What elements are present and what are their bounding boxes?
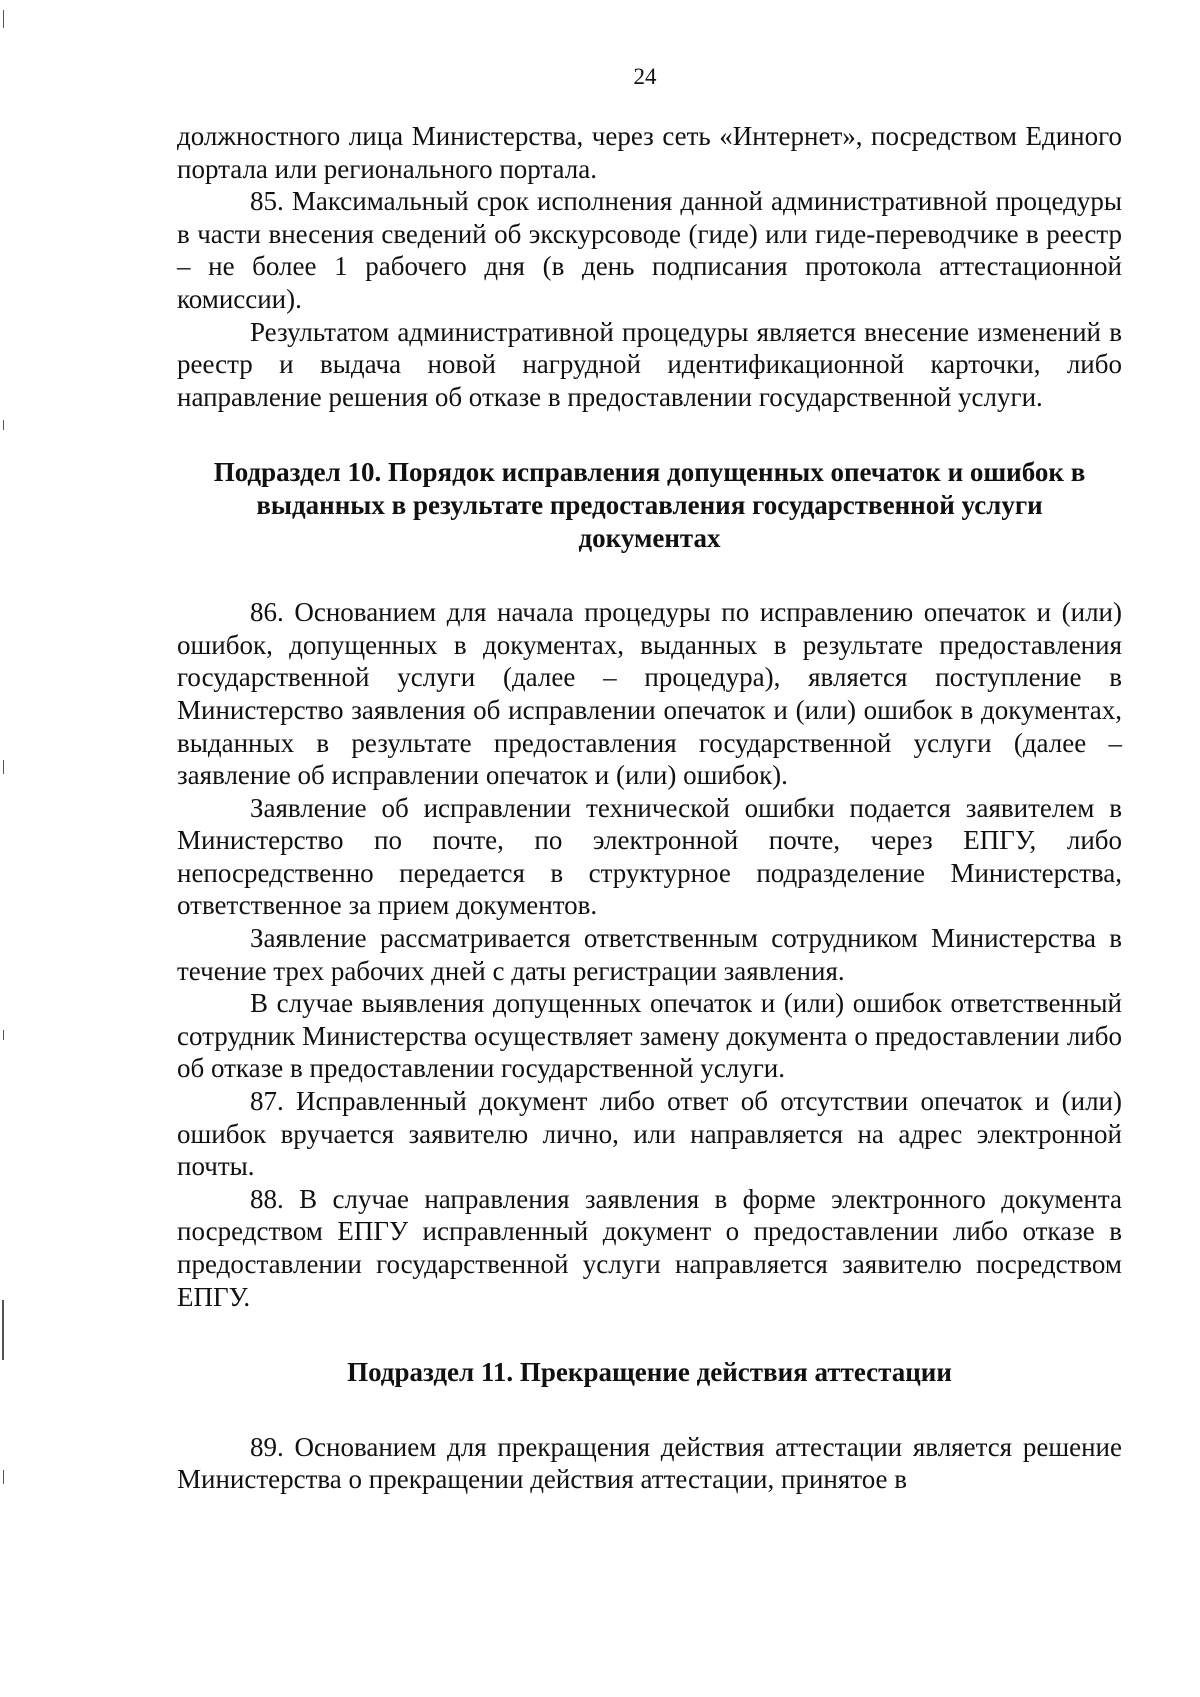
document-body	[177, 120, 1122, 1496]
heading-line: выданных в результате предоставления государственной услуги	[256, 489, 1043, 520]
paragraph-86: 86. Основанием для начала процедуры по исправлению опечаток и (или) ошибок, допущенных в документах, выданных в результате предоставления государственной услуги (далее – процедура), является поступление в Министерство заявления об исправлении опечаток и (или) ошибок в документах, выданных в результате предоставления государственной услуги (далее – заявление об исправлении опечаток и (или) ошибок).	[177, 597, 1122, 791]
paragraph: Заявление об исправлении технической ошибки подается заявителем в Министерство по почте, по электронной почте, через ЕПГУ, либо непосредственно передается в структурное подразделение Министерства, ответственное за прием документов.	[177, 792, 1122, 921]
paragraph: В случае выявления допущенных опечаток и (или) ошибок ответственный сотрудник Министерства осуществляет замену документа о предоставлении либо об отказе в предоставлении государственной услуги.	[177, 988, 1122, 1084]
heading-line: Подраздел 10. Порядок исправления допущенных опечаток и ошибок в	[213, 457, 1086, 488]
section-11-heading	[177, 1356, 1122, 1389]
scan-mark	[3, 420, 4, 430]
heading-line: документах	[578, 522, 721, 553]
paragraph: Результатом административной процедуры является внесение изменений в реестр и выдача новой нагрудной идентификационной карточки, либо направление решения об отказе в предоставлении государственной услуги.	[177, 316, 1122, 412]
scan-mark	[3, 10, 4, 28]
scan-mark	[3, 1030, 4, 1040]
scan-mark	[2, 1300, 4, 1360]
paragraph-89: 89. Основанием для прекращения действия аттестации является решение Министерства о прекращении действия аттестации, принятое в	[177, 1431, 1122, 1495]
scan-edge-marks	[0, 0, 20, 1697]
paragraph: должностного лица Министерства, через сеть «Интернет», посредством Единого портала или регионального портала.	[177, 121, 1122, 184]
paragraph-85: 85. Максимальный срок исполнения данной административной процедуры в части внесения сведений об экскурсоводе (гиде) или гиде-переводчике в реестр – не более 1 рабочего дня (в день подписания протокола аттестационной комиссии).	[177, 186, 1122, 314]
scan-mark	[3, 1470, 4, 1484]
paragraph-87: 87. Исправленный документ либо ответ об отсутствии опечаток и (или) ошибок вручается заявителю лично, или направляется на адрес электронной почты.	[177, 1086, 1122, 1182]
heading-line: Подраздел 11. Прекращение действия аттестации	[347, 1357, 952, 1388]
paragraph-88: 88. В случае направления заявления в форме электронного документа посредством ЕПГУ исправленный документ о предоставлении либо отказе в предоставлении государственной услуги направляется заявителю посредством ЕПГУ.	[177, 1183, 1122, 1312]
page-number: 24	[633, 64, 657, 89]
scan-mark	[3, 760, 4, 774]
paragraph: Заявление рассматривается ответственным сотрудником Министерства в течение трех рабочих дней с даты регистрации заявления.	[177, 923, 1122, 986]
section-10-heading	[177, 456, 1122, 554]
